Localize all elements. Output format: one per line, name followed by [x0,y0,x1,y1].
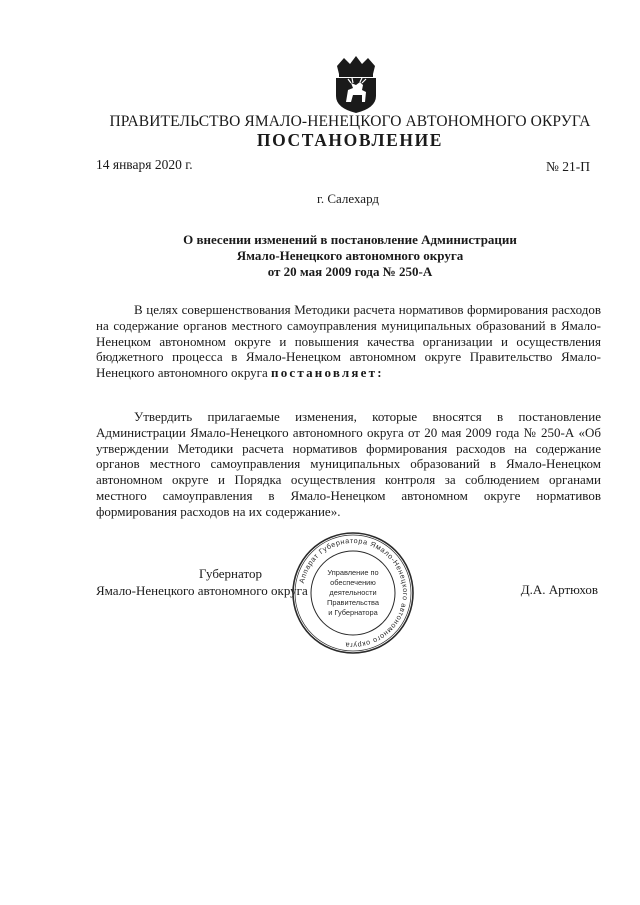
document-title [150,232,550,280]
document-type: ПОСТАНОВЛЕНИЕ [256,130,444,150]
title-line: О внесении изменений в постановление Администрации [183,232,517,247]
decree-word: постановляет: [271,365,384,381]
stamp-ring-text: Аппарат Губернатора Ямало-Ненецкого автономного округа [297,535,411,651]
stamp-line: Правительства [327,598,379,607]
document-city: г. Салехард [316,191,380,206]
signer-region: Ямало-Ненецкого автономного округа [96,583,308,598]
stamp-line: и Губернатора [328,608,378,617]
title-line: от 20 мая 2009 года № 250-А [267,264,433,279]
preamble-paragraph [96,302,601,381]
decision-text: Утвердить прилагаемые изменения, которые вносятся в постановление Администрации Ямало-Ненецкого автономного округа от 20 мая 2009 года № 250-А «Об утверждении Методики расчета нормативов формирования расходов на содержание органов местного самоуправления муниципальных образований в Ямало-Ненецком автономном округе и Порядка осуществления контроля за соблюдением органами местного самоуправления в Ямало-Ненецком автономном округе нормативов формирования расходов на их содержание». [96,409,601,519]
official-stamp [290,530,416,656]
document-number: № 21-П [545,159,590,174]
signer-position: Губернатор [199,566,262,581]
government-name: ПРАВИТЕЛЬСТВО ЯМАЛО-НЕНЕЦКОГО АВТОНОМНОГО ОКРУГА [109,113,591,130]
signer-name: Д.А. Артюхов [520,582,598,597]
coat-of-arms-icon [329,52,383,114]
stamp-line: обеспечению [330,578,376,587]
stamp-line: Управление по [327,568,379,577]
stamp-line: деятельности [329,588,377,597]
signer-block [96,565,308,599]
preamble-text: В целях совершенствования Методики расчета нормативов формирования расходов на содержание органов местного самоуправления муниципальных образований в Ямало-Ненецком автономном округе и повышения качества организации и осуществления бюджетного процесса в Ямало-Ненецком автономном округе Правительство Ямало-Ненецкого автономного округа [96,302,601,381]
document-date: 14 января 2020 г. [96,157,193,172]
decision-paragraph [96,409,601,520]
title-line: Ямало-Ненецкого автономного округа [236,248,464,263]
